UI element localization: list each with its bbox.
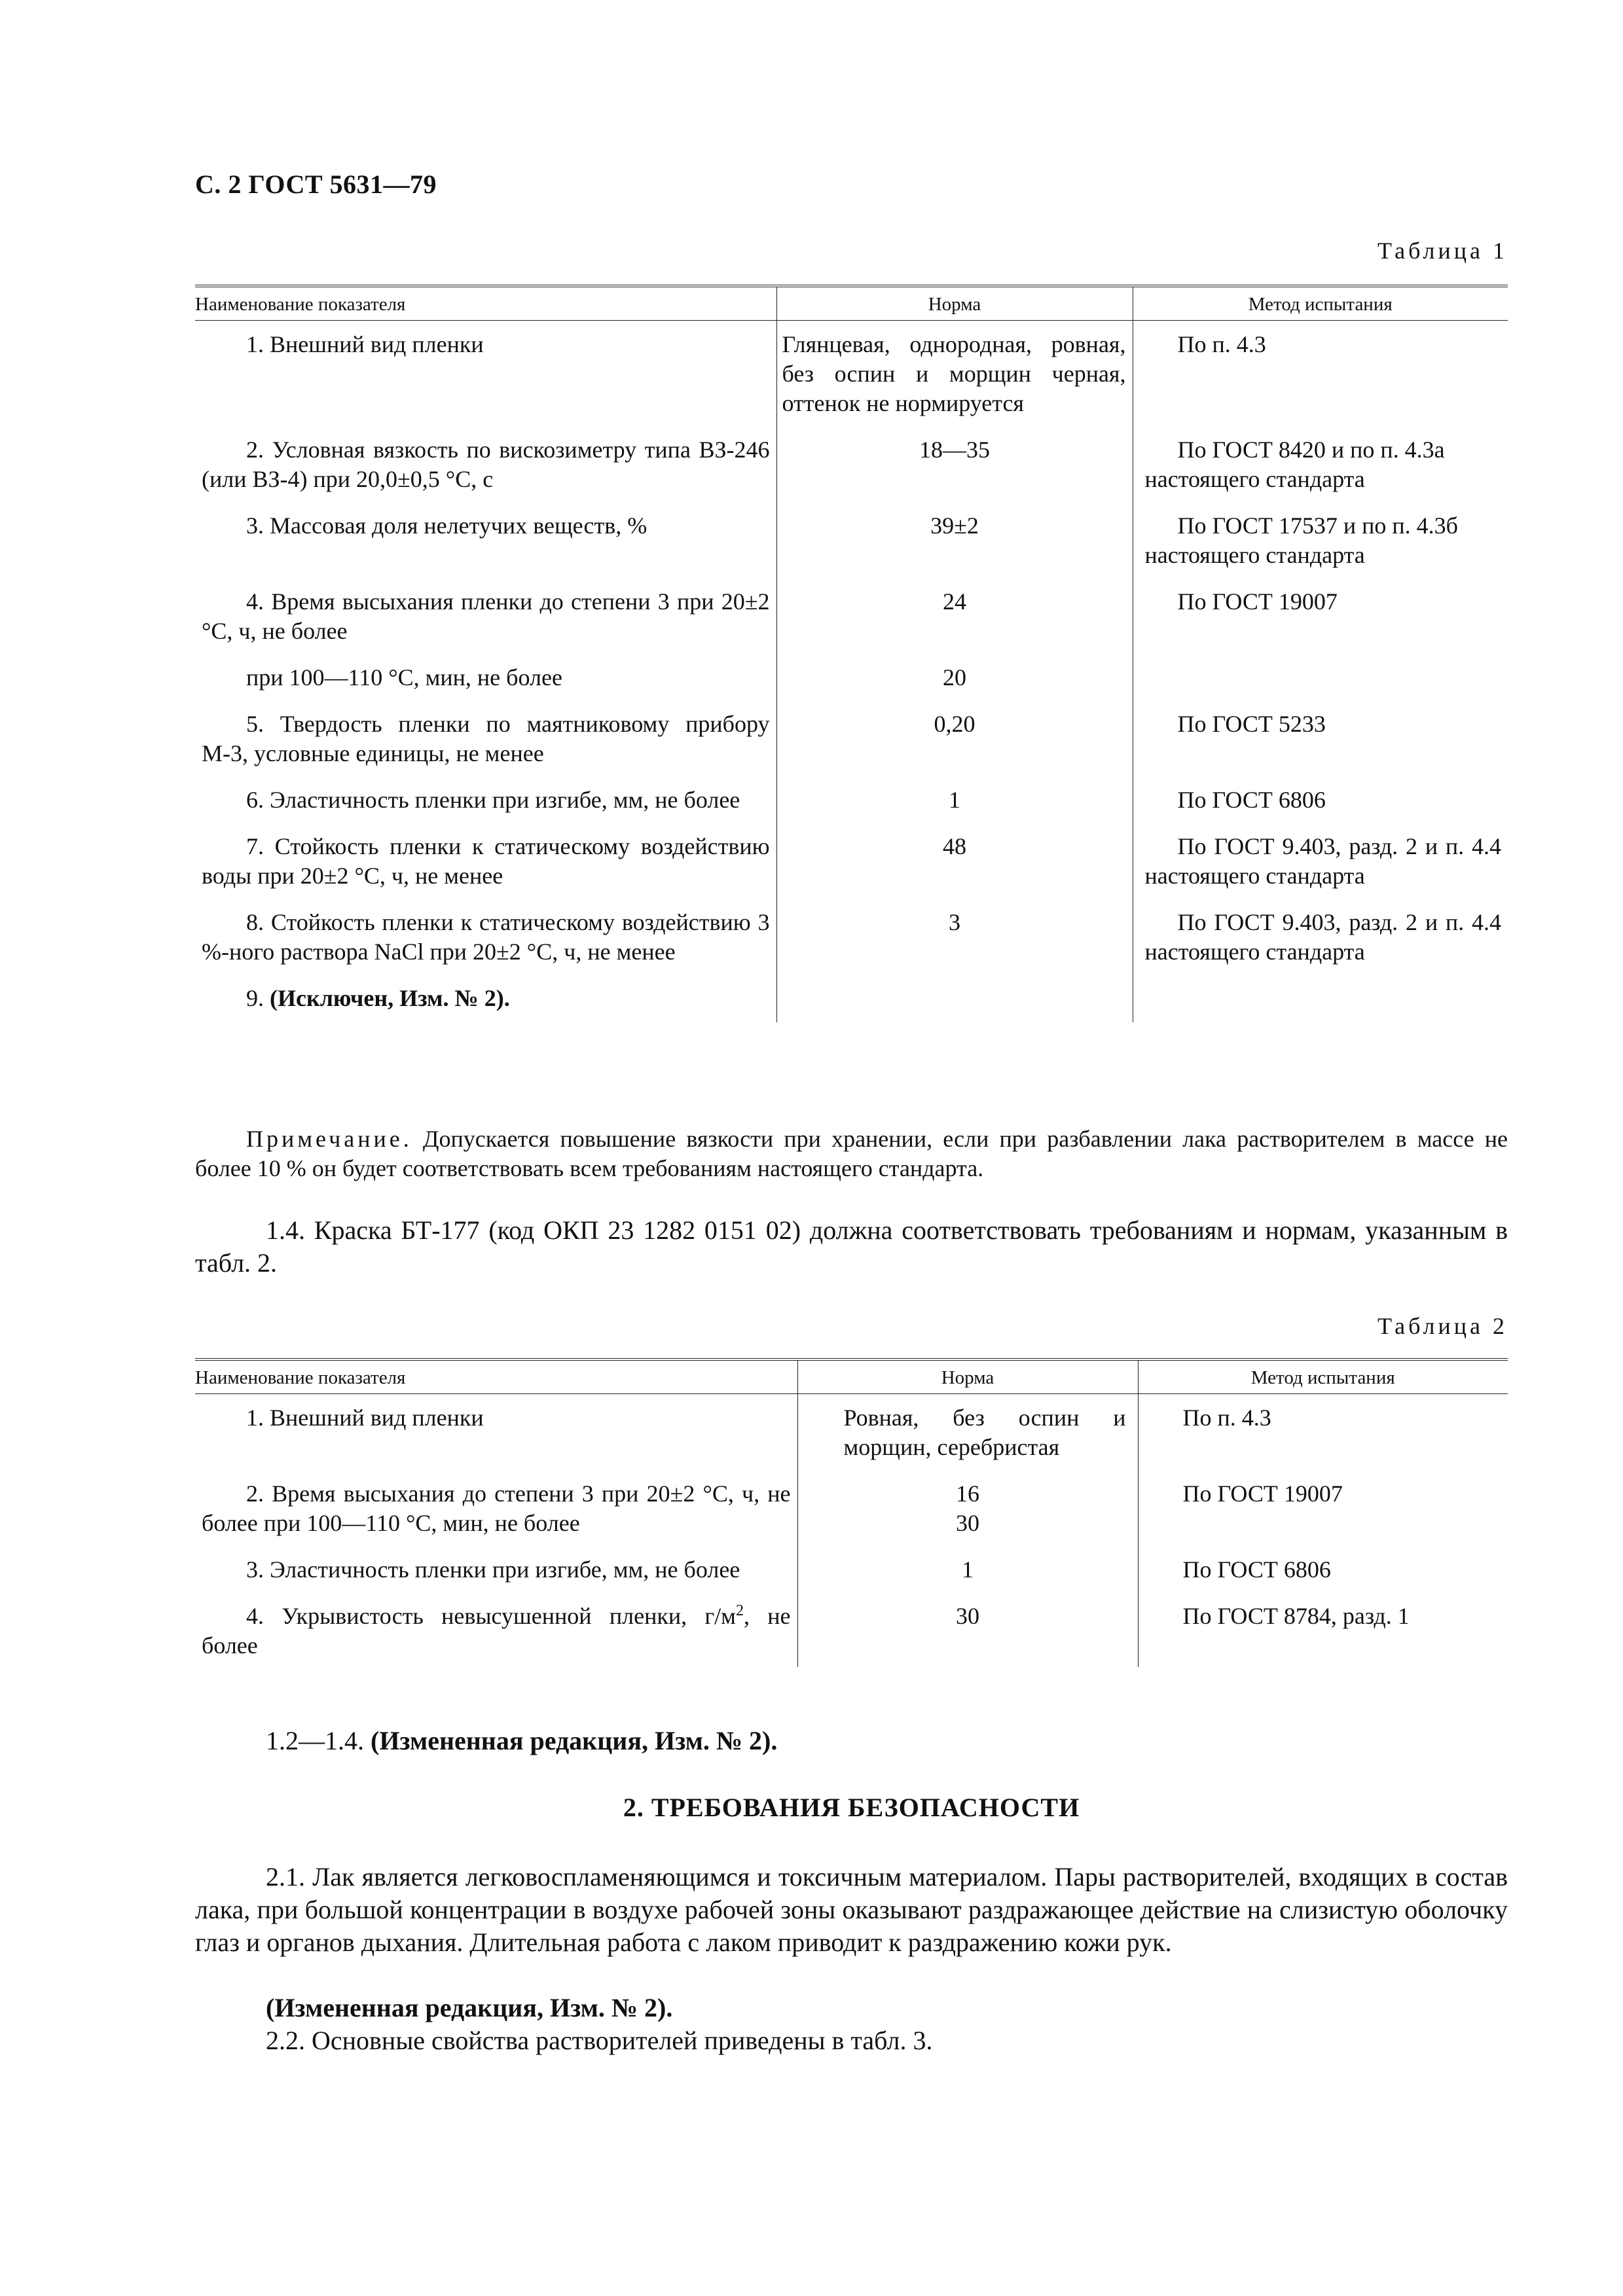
row-method: По ГОСТ 19007 [1182,1480,1343,1507]
row-norm: 18—35 [919,437,990,463]
row9-excluded: (Исключен, Изм. № 2). [270,985,510,1011]
row-method: По ГОСТ 6806 [1182,1556,1331,1583]
row-name-tail: , не более [202,1603,791,1659]
paragraph-2-1: 2.1. Лак является легковоспламеняющимся и токсичным материалом. Пары растворителей, входящих в состав лака, при большой концентрации в воздухе рабочей зоны оказывают раздражающее действие на слизистую оболочку глаз и органов дыхания. Длительная работа с лаком приводит к раздражению кожи рук. [195,1862,1508,1957]
row-method: По п. 4.3 [1177,331,1266,357]
table-row [195,321,1508,436]
row-name-superscript: 2 [735,1602,744,1619]
row9-number: 9. [246,985,264,1011]
row-norm-2: 30 [956,1510,979,1536]
row-norm: 48 [943,833,966,859]
row-norm: 1 [962,1556,974,1583]
table2-col-method: Метод испытания [1138,1359,1508,1394]
row-method: По ГОСТ 17537 и по п. 4.3б настоящего стандарта [1144,512,1458,568]
row-norm: 30 [956,1603,979,1629]
row-method: По ГОСТ 8420 и по п. 4.3а настоящего стандарта [1144,437,1445,492]
row-name: 3. Массовая доля нелетучих веществ, % [246,512,647,539]
row-norm: 1 [949,787,960,813]
table-row [195,984,1508,1022]
amendment-1-2-1-4: 1.2—1.4. (Измененная редакция, Изм. № 2). [266,1726,778,1755]
row-name: 4. Укрывистость невысушенной пленки, г/м [246,1603,736,1629]
table-row [195,1479,1508,1555]
table-row [195,1394,1508,1480]
row-method: По ГОСТ 9.403, разд. 2 и п. 4.4 настоящего стандарта [1144,909,1501,965]
row-norm: 39±2 [930,512,979,539]
table2-col-name: Наименование показателя [195,1359,797,1394]
row-name: 6. Эластичность пленки при изгибе, мм, не более [246,787,740,813]
row-name: 5. Твердость пленки по маятниковому прибору М-3, условные единицы, не менее [202,711,770,766]
row-method: По ГОСТ 8784, разд. 1 [1182,1603,1410,1629]
table2-header-row [195,1359,1508,1394]
table-row [195,709,1508,785]
paragraph-1-4: 1.4. Краска БТ-177 (код ОКП 23 1282 0151 02) должна соответствовать требованиям и нормам, указанным в табл. 2. [195,1215,1508,1278]
row-method: По ГОСТ 9.403, разд. 2 и п. 4.4 настоящего стандарта [1144,833,1501,889]
row-method: По ГОСТ 6806 [1177,787,1326,813]
row-name: 8. Стойкость пленки к статическому воздействию 3 %-ного раствора NaCl при 20±2 °С, ч, не менее [202,909,770,965]
row-name: при 100—110 °С, мин, не более [246,664,562,691]
table-row [195,435,1508,511]
table-row [195,511,1508,587]
row-method: По ГОСТ 19007 [1177,588,1338,615]
amendment-2-1: (Измененная редакция, Изм. № 2). [266,1993,673,2022]
table-row [195,663,1508,709]
row-name: 7. Стойкость пленки к статическому воздействию воды при 20±2 °С, ч, не менее [202,833,770,889]
table-row [195,1602,1508,1667]
table1-header-row [195,286,1508,321]
table-row [195,908,1508,984]
table1-col-name: Наименование показателя [195,286,776,321]
row-name: 1. Внешний вид пленки [246,331,484,357]
table1 [195,285,1508,1022]
table-row [195,1555,1508,1602]
row-name: 4. Время высыхания пленки до степени 3 при 20±2 °С, ч, не более [202,588,770,644]
table2-col-norm: Норма [797,1359,1138,1394]
row-method: По ГОСТ 5233 [1177,711,1326,737]
section-2-title: 2. ТРЕБОВАНИЯ БЕЗОПАСНОСТИ [623,1793,1080,1822]
table-row [195,832,1508,908]
row-norm: 0,20 [934,711,976,737]
row-name: 1. Внешний вид пленки [246,1405,484,1431]
table2-caption: Таблица 2 [1377,1313,1508,1339]
page-header: С. 2 ГОСТ 5631—79 [195,170,437,199]
table-row [195,587,1508,663]
row-name: 2. Условная вязкость по вискозиметру типа ВЗ-246 (или ВЗ-4) при 20,0±0,5 °С, с [202,437,770,492]
row-method: По п. 4.3 [1182,1405,1271,1431]
table-row [195,785,1508,832]
table1-col-method: Метод испытания [1133,286,1508,321]
row-norm: 20 [943,664,966,691]
row-name: 3. Эластичность пленки при изгибе, мм, не более [246,1556,740,1583]
row-norm: 3 [949,909,960,935]
row-name: 2. Время высыхания до степени 3 при 20±2 °С, ч, не более при 100—110 °С, мин, не более [202,1480,791,1536]
note-label: Примечание. [246,1126,412,1152]
row-norm: Глянцевая, однородная, ровная, без оспин и морщин черная, оттенок не нормируется [782,331,1126,416]
row-norm: 24 [943,588,966,615]
table1-col-norm: Норма [776,286,1133,321]
table2 [195,1358,1508,1667]
note-text: Допускается повышение вязкости при хранении, если при разбавлении лака растворителем в массе не более 10 % он будет соответствовать всем требованиям настоящего стандарта. [195,1126,1508,1181]
table1-caption: Таблица 1 [1377,238,1508,264]
table1-note [195,1124,1508,1183]
row-norm: Ровная, без оспин и морщин, серебристая [843,1405,1126,1460]
row-norm: 16 [956,1480,979,1507]
paragraph-2-2: 2.2. Основные свойства растворителей приведены в табл. 3. [266,2026,933,2055]
